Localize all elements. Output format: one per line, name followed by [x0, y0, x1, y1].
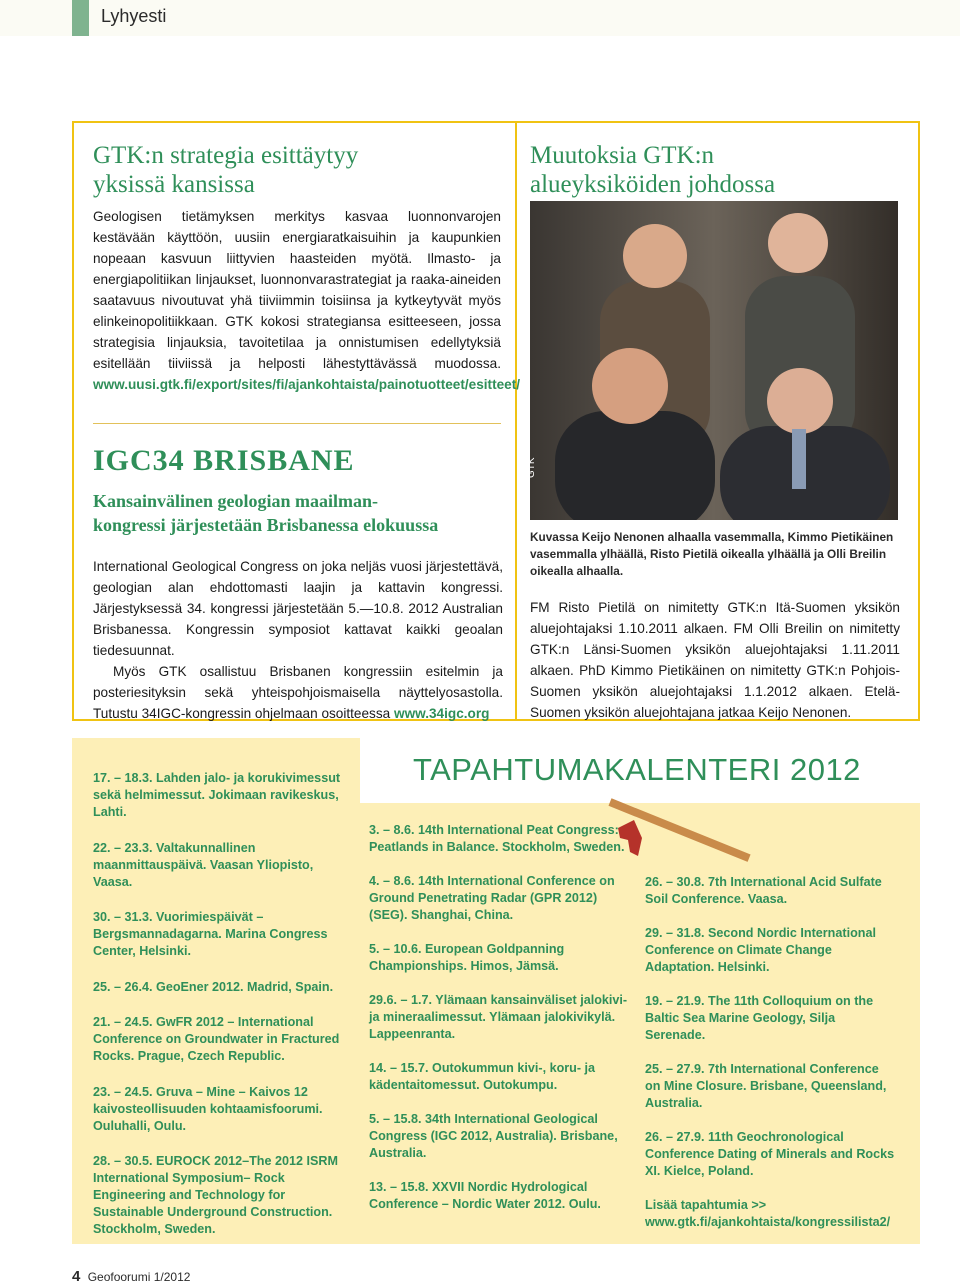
person-back-left-head [623, 224, 687, 288]
calendar-column-3 [645, 874, 895, 1248]
calendar-item: 29. – 31.8. Second Nordic International Conference on Climate Change Adaptation. Helsinki. [645, 926, 876, 974]
section-title: Lyhyesti [101, 6, 167, 26]
igc-subtitle [93, 489, 503, 537]
column-divider [515, 121, 517, 721]
igc-title: IGC34 BRISBANE [93, 444, 355, 477]
tie [792, 429, 806, 489]
strategy-text: Geologisen tietämyksen merkitys kasvaa luonnonvarojen kestävään käyttöön, uusiin energiaratkaisuihin ja kaupunkien nopeaan kasvuun liittyvien haasteiden myötä. Ilmasto- ja energiapolitiikan linjaukset, luonnonvarastrategiat ja raaka-aineiden saatavuus nivoutuvat yhä tiiviimmin toisiinsa ja kytkeytyvät myös elinkeinopolitiikkaan. GTK kokosi strategiansa esitteeseen, jossa strategisia linjauksia, tavoitetilaa ja onnistumisen edellytyksiä esitellään tiiviissä ja helposti lähestyttävässä muodossa. [93, 209, 501, 371]
page-number: 4 [72, 1268, 81, 1285]
strategy-title [93, 141, 493, 199]
igc-subtitle-line2: kongressi järjestetään Brisbanessa elokuussa [93, 515, 439, 535]
calendar-item: 19. – 21.9. The 11th Colloquium on the Baltic Sea Marine Geology, Silja Serenade. [645, 994, 874, 1042]
strategy-link[interactable]: www.uusi.gtk.fi/export/sites/fi/ajankohtaista/painotuotteet/esitteet/ [93, 377, 521, 392]
calendar-item: 29.6. – 1.7. Ylämaan kansainväliset jalokivi- ja mineraalimessut. Ylämaan jalokivikylä. Lappeenranta. [369, 993, 628, 1041]
calendar-item: 5. – 15.8. 34th International Geological Congress (IGC 2012, Australia). Brisbane, Australia. [369, 1112, 618, 1160]
publication-name: Geofoorumi [87, 1270, 151, 1284]
calendar-item: 14. – 15.7. Outokummun kivi-, koru- ja kädentaitomessut. Outokumpu. [369, 1061, 596, 1092]
changes-title-line2: alueyksiköiden johdossa [530, 171, 776, 198]
calendar-title: TAPAHTUMAKALENTERI 2012 [413, 752, 861, 787]
calendar-item: 30. – 31.3. Vuorimiespäivät – Bergsmannadagarna. Marina Congress Center, Helsinki. [93, 910, 328, 958]
calendar-item: 3. – 8.6. 14th International Peat Congress: Peatlands in Balance. Stockholm, Sweden. [369, 823, 625, 854]
calendar-item: 28. – 30.5. EUROCK 2012–The 2012 ISRM International Symposium– Rock Engineering and Technology for Sustainable Underground Construction. Stockholm, Sweden. [93, 1154, 339, 1236]
person-front-left-body [555, 411, 715, 520]
igc-paragraph-1: International Geological Congress on joka neljäs vuosi järjestettävä, geologian alan ehdottomasti laajin ja kattavin kongressi. Järjestyksessä 34. kongressi järjestetään 5.—10.8. 2012 Australian Brisbanessa. Kongressin symposiot kattavat kaikki geoalan tiedesuunnat. [93, 559, 503, 658]
calendar-item: 26. – 30.8. 7th International Acid Sulfate Soil Conference. Vaasa. [645, 875, 882, 906]
calendar-more-link[interactable]: Lisää tapahtumia >> www.gtk.fi/ajankohtaista/kongressilista2/ [645, 1198, 891, 1229]
page-footer [72, 1268, 190, 1285]
header-accent-block [72, 0, 89, 36]
photo-caption: Kuvassa Keijo Nenonen alhaalla vasemmalla, Kimmo Pietikäinen vasemmalla ylhäällä, Risto Pietilä oikealla ylhäällä ja Olli Breilin oikealla alhaalla. [530, 530, 894, 578]
calendar-item: 25. – 26.4. GeoEner 2012. Madrid, Spain. [93, 979, 334, 994]
photo-credit: GTK [526, 457, 537, 478]
calendar-item: 23. – 24.5. Gruva – Mine – Kaivos 12 kaivosteollisuuden kohtaamisfoorumi. Ouluhalli, Oulu. [93, 1084, 323, 1133]
group-photo-illustration [530, 201, 898, 520]
section-divider [93, 423, 501, 424]
calendar-item: 17. – 18.3. Lahden jalo- ja korukivimessut sekä helmimessut. Jokimaan ravikeskus, Lahti. [93, 771, 341, 819]
igc-paragraph-2 [93, 661, 503, 724]
calendar-item: 4. – 8.6. 14th International Conference on Ground Penetrating Radar (GPR 2012) (SEG). Shanghai, China. [369, 874, 615, 922]
person-front-right-head [767, 368, 833, 434]
calendar-item: 5. – 10.6. European Goldpanning Championships. Himos, Jämsä. [369, 942, 565, 973]
calendar-item: 25. – 27.9. 7th International Conference on Mine Closure. Brisbane, Queensland, Australia. [645, 1062, 887, 1110]
calendar-item: 21. – 24.5. GwFR 2012 – International Conference on Groundwater in Fractured Rocks. Prague, Czech Republic. [93, 1015, 340, 1063]
changes-body: FM Risto Pietilä on nimitetty GTK:n Itä-Suomen yksikön aluejohtajaksi 1.10.2011 alkaen. FM Olli Breilin on nimitetty GTK:n Länsi-Suomen yksikön aluejohtajaksi 1.11.2011 alkaen. PhD Kimmo Pietikäinen on nimitetty GTK:n Pohjois-Suomen yksikön aluejohtajaksi 1.1.2012 alkaen. Etelä-Suomen yksikön aluejohtajana jatkaa Keijo Nenonen. [530, 600, 900, 720]
igc-link[interactable]: www.34igc.org [394, 706, 490, 721]
changes-title-line1: Muutoksia GTK:n [530, 142, 715, 169]
calendar-column-2 [369, 822, 631, 1230]
person-back-right-head [768, 213, 828, 273]
strategy-title-line1: GTK:n strategia esittäytyy [93, 142, 359, 169]
calendar-item: 26. – 27.9. 11th Geochronological Conference Dating of Minerals and Rocks XI. Kielce, Poland. [645, 1130, 895, 1178]
group-photo [530, 201, 898, 520]
strategy-body [93, 206, 521, 395]
igc-paragraph-2-text: Myös GTK osallistuu Brisbanen kongressiin esitelmin ja posteriesityksin sekä yhteispohjoismaisella näyttelyosastolla. Tutustu 34IGC-kongressin ohjelmaan osoitteessa [93, 664, 503, 721]
calendar-column-1 [93, 770, 355, 1257]
changes-title [530, 141, 910, 199]
person-front-left-head [592, 348, 668, 424]
calendar-item: 22. – 23.3. Valtakunnallinen maanmittauspäivä. Vaasan Yliopisto, Vaasa. [93, 840, 314, 889]
igc-body [93, 556, 503, 724]
strategy-title-line2: yksissä kansissa [93, 171, 255, 198]
issue-number: 1/2012 [153, 1270, 191, 1284]
calendar-item: 13. – 15.8. XXVII Nordic Hydrological Conference – Nordic Water 2012. Oulu. [369, 1180, 601, 1211]
igc-subtitle-line1: Kansainvälinen geologian maailman- [93, 491, 379, 511]
